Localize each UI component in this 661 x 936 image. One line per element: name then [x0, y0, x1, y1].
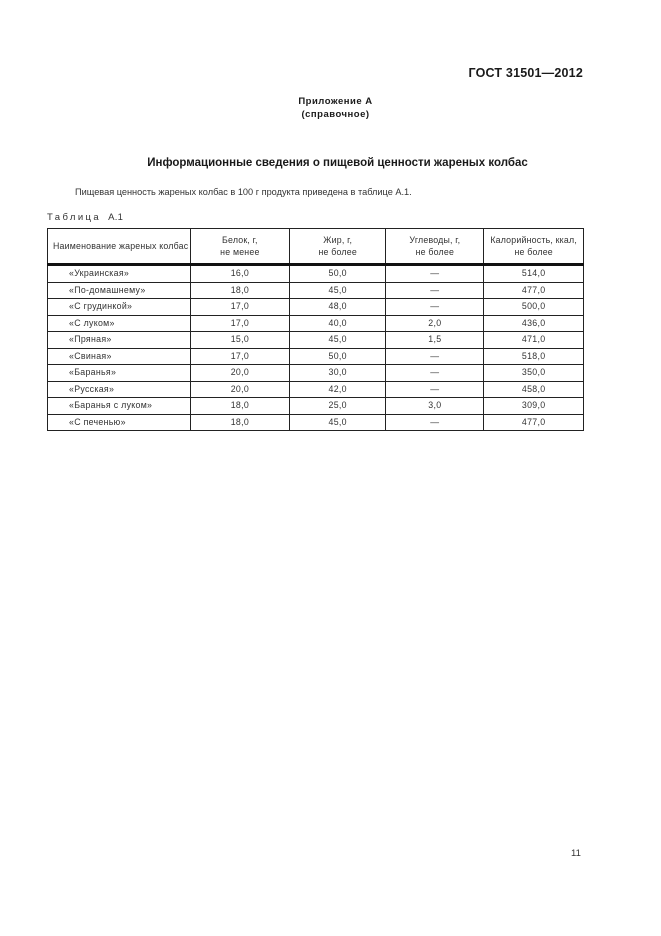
- table-caption: [47, 212, 123, 223]
- column-header-protein: Белок, г, не менее: [190, 229, 289, 265]
- cell-carbs: —: [386, 282, 484, 299]
- cell-fat: 45,0: [290, 332, 386, 349]
- cell-calories: 514,0: [484, 265, 584, 283]
- appendix-subtitle: (справочное): [301, 109, 370, 120]
- cell-calories: 500,0: [484, 299, 584, 316]
- cell-carbs: —: [386, 265, 484, 283]
- cell-name: «Пряная»: [48, 332, 191, 349]
- column-header-fat: Жир, г, не более: [290, 229, 386, 265]
- cell-protein: 16,0: [190, 265, 289, 283]
- page-number: 11: [571, 848, 581, 859]
- cell-protein: 17,0: [190, 299, 289, 316]
- cell-carbs: 2,0: [386, 315, 484, 332]
- cell-calories: 518,0: [484, 348, 584, 365]
- cell-protein: 20,0: [190, 365, 289, 382]
- cell-protein: 18,0: [190, 414, 289, 431]
- table-row: [48, 414, 584, 431]
- cell-carbs: —: [386, 299, 484, 316]
- cell-fat: 45,0: [290, 282, 386, 299]
- cell-carbs: 1,5: [386, 332, 484, 349]
- cell-calories: 471,0: [484, 332, 584, 349]
- cell-fat: 45,0: [290, 414, 386, 431]
- cell-calories: 458,0: [484, 381, 584, 398]
- table-row: [48, 365, 584, 382]
- column-header-calories: Калорийность, ккал, не более: [484, 229, 584, 265]
- cell-protein: 17,0: [190, 348, 289, 365]
- cell-fat: 48,0: [290, 299, 386, 316]
- cell-name: «С грудинкой»: [48, 299, 191, 316]
- cell-fat: 40,0: [290, 315, 386, 332]
- intro-paragraph: Пищевая ценность жареных колбас в 100 г продукта приведена в таблице А.1.: [75, 187, 412, 197]
- cell-carbs: 3,0: [386, 398, 484, 415]
- appendix-title: Приложение А: [298, 96, 373, 107]
- document-code: ГОСТ 31501—2012: [468, 66, 583, 80]
- table-row: [48, 332, 584, 349]
- cell-fat: 50,0: [290, 265, 386, 283]
- cell-protein: 18,0: [190, 282, 289, 299]
- cell-carbs: —: [386, 414, 484, 431]
- cell-fat: 42,0: [290, 381, 386, 398]
- cell-name: «Баранья с луком»: [48, 398, 191, 415]
- cell-name: «Русская»: [48, 381, 191, 398]
- cell-name: «По-домашнему»: [48, 282, 191, 299]
- table-row: [48, 265, 584, 283]
- cell-calories: 477,0: [484, 282, 584, 299]
- table-row: [48, 398, 584, 415]
- cell-calories: 477,0: [484, 414, 584, 431]
- cell-calories: 350,0: [484, 365, 584, 382]
- cell-calories: 309,0: [484, 398, 584, 415]
- cell-name: «С луком»: [48, 315, 191, 332]
- cell-name: «С печенью»: [48, 414, 191, 431]
- appendix-heading: [0, 95, 661, 121]
- table-header-row: [48, 229, 584, 265]
- cell-fat: 50,0: [290, 348, 386, 365]
- cell-calories: 436,0: [484, 315, 584, 332]
- column-header-carbs: Углеводы, г, не более: [386, 229, 484, 265]
- nutrition-table: [47, 228, 584, 431]
- table-row: [48, 381, 584, 398]
- section-title: Информационные сведения о пищевой ценности жареных колбас: [147, 157, 528, 169]
- cell-name: «Свиная»: [48, 348, 191, 365]
- table-row: [48, 315, 584, 332]
- cell-fat: 25,0: [290, 398, 386, 415]
- table-row: [48, 299, 584, 316]
- cell-protein: 17,0: [190, 315, 289, 332]
- cell-carbs: —: [386, 365, 484, 382]
- table-caption-number: А.1: [108, 212, 124, 223]
- table-row: [48, 348, 584, 365]
- cell-protein: 18,0: [190, 398, 289, 415]
- table-caption-label: Таблица: [47, 212, 102, 223]
- table-row: [48, 282, 584, 299]
- cell-carbs: —: [386, 381, 484, 398]
- column-header-name: Наименование жареных колбас: [48, 229, 191, 265]
- cell-fat: 30,0: [290, 365, 386, 382]
- cell-protein: 15,0: [190, 332, 289, 349]
- cell-carbs: —: [386, 348, 484, 365]
- cell-name: «Украинская»: [48, 265, 191, 283]
- cell-name: «Баранья»: [48, 365, 191, 382]
- cell-protein: 20,0: [190, 381, 289, 398]
